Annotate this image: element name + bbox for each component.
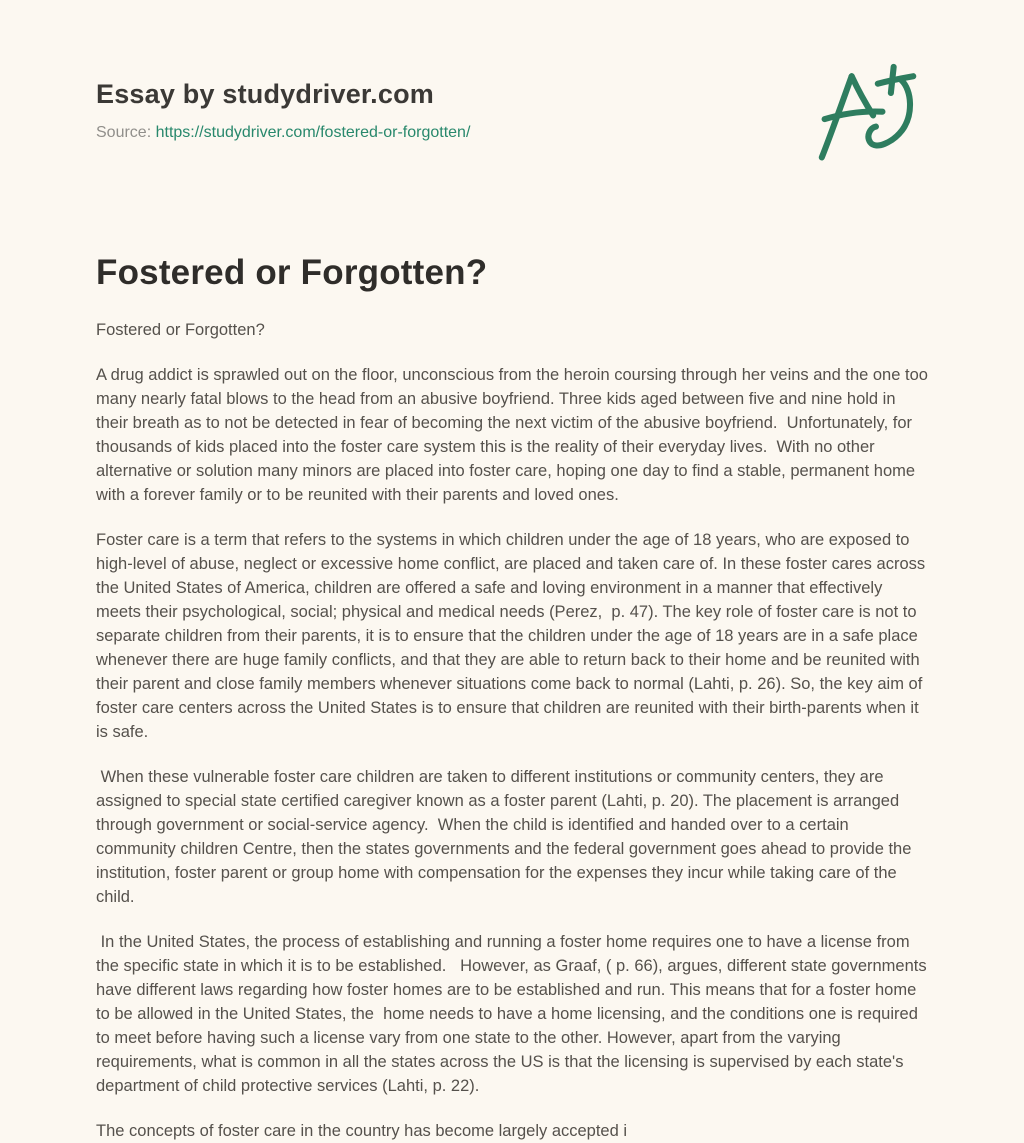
essay-title: Fostered or Forgotten? [96, 253, 488, 293]
essay-paragraph: Fostered or Forgotten? [96, 320, 265, 339]
essay-paragraph: Foster care is a term that refers to the systems in which children under the age of 18 years, who are exposed to high-level of abuse, neglect or excessive home conflict, are placed and taken care of. In these foster cares across the United States of America, children are offered a safe and loving environment in a manner that effectively meets their psychological, social; physical and medical needs (Perez, p. 47). The key role of foster care is not to separate children from their parents, it is to ensure that the children under the age of 18 years are in a safe place whenever there are huge family conflicts, and that they are able to return back to their home and be reunited with their parent and close family members whenever situations come back to normal (Lahti, p. 26). So, the key aim of foster care centers across the United States is to ensure that children are reunited with their birth-parents when it is safe. [96, 530, 930, 741]
essay-paragraph: In the United States, the process of establishing and running a foster home requires one to have a license from the specific state in which it is to be established. However, as Graaf, ( p. 66), argues, different state governments have different laws regarding how foster homes are to be established and run. This means that for a foster home to be allowed in the United States, the home needs to have a home licensing, and the conditions one is required to meet before having such a license vary from one state to the other. However, apart from the varying requirements, what is common in all the states across the US is that the licensing is supervised by each state's department of child protective services (Lahti, p. 22). [96, 932, 932, 1095]
source-link[interactable]: https://studydriver.com/fostered-or-forgotten/ [155, 124, 471, 142]
studydriver-aplus-logo-icon [819, 63, 917, 165]
essay-paragraph: A drug addict is sprawled out on the floor, unconscious from the heroin coursing through her veins and the one too many nearly fatal blows to the head from an abusive boyfriend. Three kids aged between five and nine hold in their breath as to not be detected in fear of becoming the next victim of the abusive boyfriend. Unfortunately, for thousands of kids placed into the foster care system this is the reality of their everyday lives. With no other alternative or solution many minors are placed into foster care, hoping one day to find a stable, permanent home with a forever family or to be reunited with their parents and loved ones. [96, 365, 933, 504]
source-line [96, 124, 928, 142]
essay-body [96, 318, 933, 1143]
site-heading: Essay by studydriver.com [96, 79, 434, 109]
essay-paragraph: When these vulnerable foster care children are taken to different institutions or community centers, they are assigned to special state certified caregiver known as a foster parent (Lahti, p. 20). The placement is arranged through government or social-service agency. When the child is identified and handed over to a certain community children Centre, then the states governments and the federal government goes ahead to provide the institution, foster parent or group home with compensation for the expenses they incur while taking care of the child. [96, 767, 916, 906]
source-label: Source: [96, 124, 152, 142]
essay-paragraph: The concepts of foster care in the country has become largely accepted i [96, 1121, 628, 1140]
